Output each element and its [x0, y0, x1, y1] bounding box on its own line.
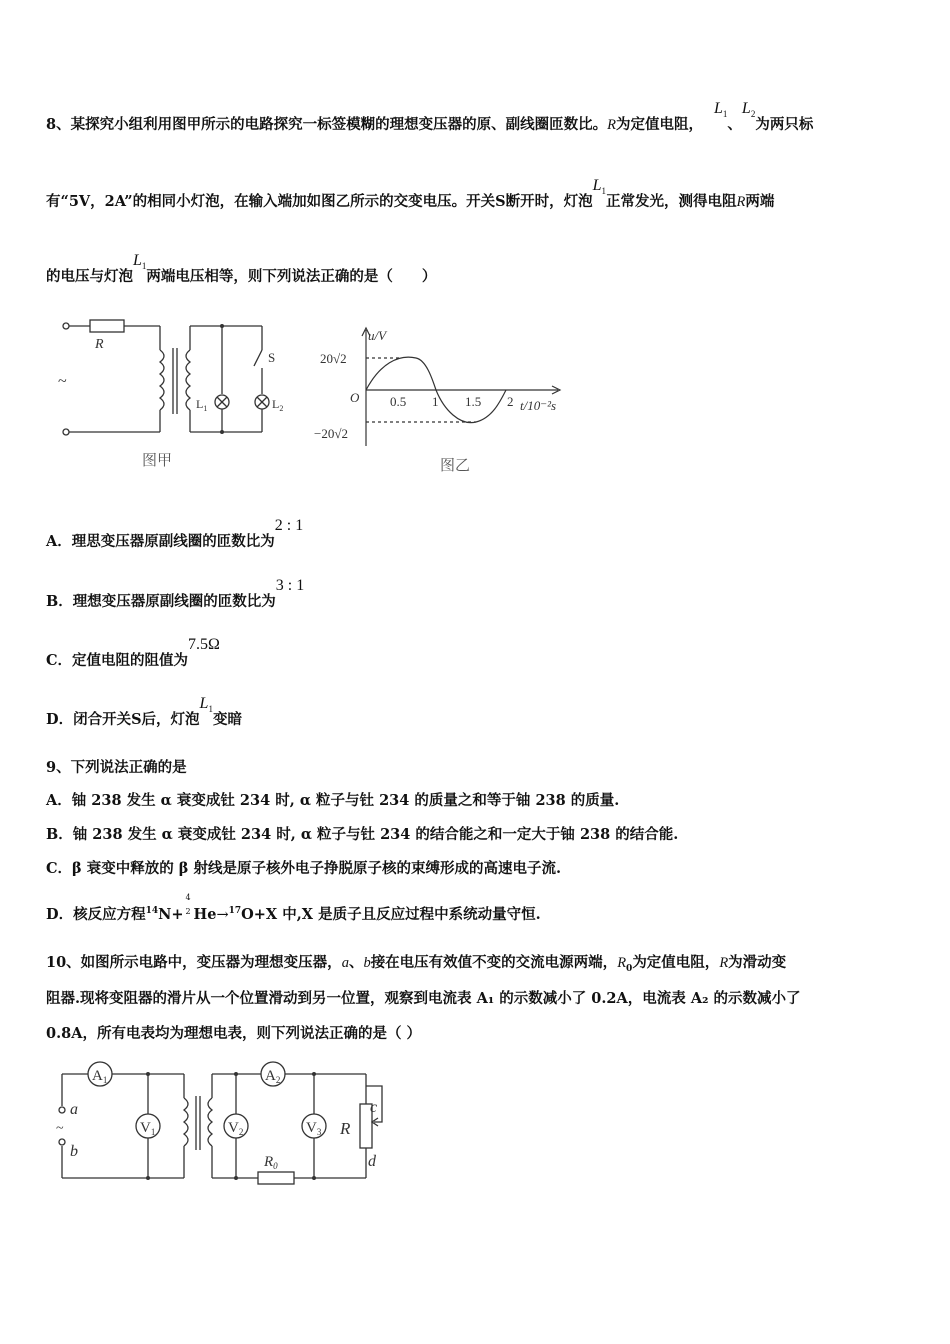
- ac-source-icon: ~: [58, 373, 67, 390]
- graph-tick-2: 2: [507, 394, 514, 409]
- voltmeter-v3-label: $V_3$: [306, 1120, 322, 1137]
- ac-source-icon: ~: [56, 1121, 64, 1136]
- subscript: 1: [208, 704, 213, 715]
- option-text: 变暗: [212, 711, 242, 728]
- figure-caption-yi: 图乙: [440, 458, 471, 474]
- lamp-symbol-l1: L: [592, 177, 602, 194]
- subscript: 1: [722, 109, 728, 120]
- reaction-arrow: →: [216, 907, 229, 923]
- lamp-label-l2: $L_2$: [272, 397, 284, 413]
- terminal-a-label: a: [70, 1101, 78, 1118]
- separator: 、: [727, 116, 742, 133]
- resistor-symbol: R: [617, 955, 627, 971]
- switch-label: S: [268, 350, 276, 365]
- option-math: 2 : 1: [274, 517, 304, 534]
- subscript: 1: [601, 186, 607, 197]
- graph-origin-label: O: [350, 390, 360, 405]
- terminal-symbol: b: [363, 955, 371, 971]
- q9-option-a: A．铀 238 发生 α 衰变成钍 234 时, α 粒子与钍 234 的质量之和等于铀 238 的质量.: [46, 792, 620, 809]
- option-text: C．定值电阻的阻值为: [46, 652, 189, 669]
- q10-text: 接在电压有效值不变的交流电源两端，: [370, 954, 618, 971]
- q10-text: 为滑动变: [728, 954, 787, 971]
- subscript: 1: [141, 261, 147, 272]
- option-text: B．理想变压器原副线圈的匝数比为: [46, 593, 276, 610]
- circuit-diagram-q10: [50, 1058, 400, 1198]
- q9-option-d: [46, 893, 541, 924]
- q8-text: 有“5V，2A”的相同小灯泡，在输入端加如图乙所示的交变电压。开关S断开时，灯泡: [46, 193, 593, 210]
- voltage-graph-yi: [310, 318, 600, 483]
- option-text: D．闭合开关S后，灯泡: [46, 711, 200, 728]
- graph-tick-1: 1: [432, 394, 439, 409]
- q10-stem-line-1: [46, 951, 786, 974]
- slider-end-d-label: d: [368, 1153, 376, 1170]
- option-text: He: [193, 906, 217, 923]
- lamp-symbol-l1: L: [714, 100, 723, 117]
- q8-text: 8、某探究小组利用图甲所示的电路探究一标签模糊的理想变压器的原、副线圈匝数比。: [46, 116, 608, 133]
- q8-option-c: [46, 636, 220, 670]
- graph-tick-0-5: 0.5: [390, 394, 407, 409]
- q9-option-b: B．铀 238 发生 α 衰变成钍 234 时, α 粒子与钍 234 的结合能之和一定大于铀 238 的结合能.: [46, 826, 679, 843]
- lamp-symbol-l1: L: [133, 252, 142, 269]
- option-text: D．核反应方程: [46, 906, 146, 923]
- resistor-symbol: R: [607, 117, 616, 133]
- resistor-label: R: [95, 337, 104, 352]
- graph-xaxis-label: t/10⁻²s: [520, 398, 557, 413]
- q8-text: 为定值电阻，: [615, 116, 703, 133]
- resistor-symbol: R: [736, 194, 746, 210]
- terminal-symbol: a: [341, 955, 349, 971]
- q8-option-d: [46, 695, 242, 730]
- q8-text: 为两只标: [755, 116, 814, 133]
- option-math: 3 : 1: [275, 577, 305, 594]
- slider-end-c-label: c: [370, 1099, 378, 1116]
- voltmeter-v2-label: $V_2$: [228, 1120, 244, 1137]
- q10-stem-line-3: 0.8A，所有电表均为理想电表，则下列说法正确的是（ ）: [46, 1025, 422, 1042]
- graph-yaxis-label: u/V: [368, 328, 387, 343]
- mass-number: 14: [145, 906, 159, 917]
- q8-stem-line-2: [46, 177, 775, 212]
- subscript: 2: [750, 109, 756, 120]
- rheostat-label: R: [340, 1119, 351, 1138]
- circuit-diagram-jia: [40, 310, 300, 480]
- q9-option-c: C．β 衰变中释放的 β 射线是原子核外电子挣脱原子核的束缚形成的高速电子流.: [46, 860, 561, 877]
- q10-text: 10、如图所示电路中，变压器为理想变压器，: [46, 954, 342, 971]
- terminal-b-label: b: [70, 1143, 78, 1160]
- q9-stem: 9、下列说法正确的是: [46, 759, 187, 776]
- option-text: N+: [158, 906, 184, 923]
- q8-option-a: [46, 517, 304, 551]
- mass-number: 4: [185, 893, 191, 902]
- subscript: 0: [626, 963, 633, 974]
- q8-text: 两端: [745, 193, 775, 210]
- lamp-symbol-l2: L: [741, 100, 751, 117]
- option-math: 7.5Ω: [188, 636, 220, 653]
- separator: 、: [348, 954, 364, 971]
- graph-ymax-label: 20√2: [320, 351, 347, 366]
- q8-stem-line-1: [46, 100, 814, 135]
- mass-number: 17: [228, 906, 242, 917]
- option-text: O+X 中,X 是质子且反应过程中系统动量守恒.: [241, 906, 541, 923]
- lamp-label-l1: $L_1$: [196, 397, 208, 413]
- q8-option-b: [46, 577, 305, 611]
- graph-tick-1-5: 1.5: [465, 394, 482, 409]
- q8-stem-line-3: [46, 252, 437, 287]
- q8-text: 两端电压相等，则下列说法正确的是（ ）: [146, 268, 437, 285]
- ammeter-a2-label: $A_2$: [265, 1068, 281, 1085]
- option-text: A．理思变压器原副线圈的匝数比为: [46, 533, 275, 550]
- option-math: L: [199, 695, 209, 712]
- ammeter-a1-label: $A_1$: [92, 1068, 108, 1085]
- q8-text: 的电压与灯泡: [46, 268, 133, 285]
- figure-caption-jia: 图甲: [142, 453, 173, 469]
- voltmeter-v1-label: $V_1$: [140, 1120, 156, 1137]
- atomic-number: 2: [185, 907, 191, 916]
- resistor-r0-label: $R_0$: [264, 1154, 278, 1171]
- resistor-symbol: R: [719, 955, 729, 971]
- q10-stem-line-2: 阻器.现将变阻器的滑片从一个位置滑动到另一位置，观察到电流表 A₁ 的示数减小了 0.2A，电流表 A₂ 的示数减小了: [46, 990, 801, 1007]
- graph-ymin-label: −20√2: [314, 426, 348, 441]
- q10-text: 为定值电阻，: [632, 954, 720, 971]
- q8-text: 正常发光，测得电阻: [606, 193, 737, 210]
